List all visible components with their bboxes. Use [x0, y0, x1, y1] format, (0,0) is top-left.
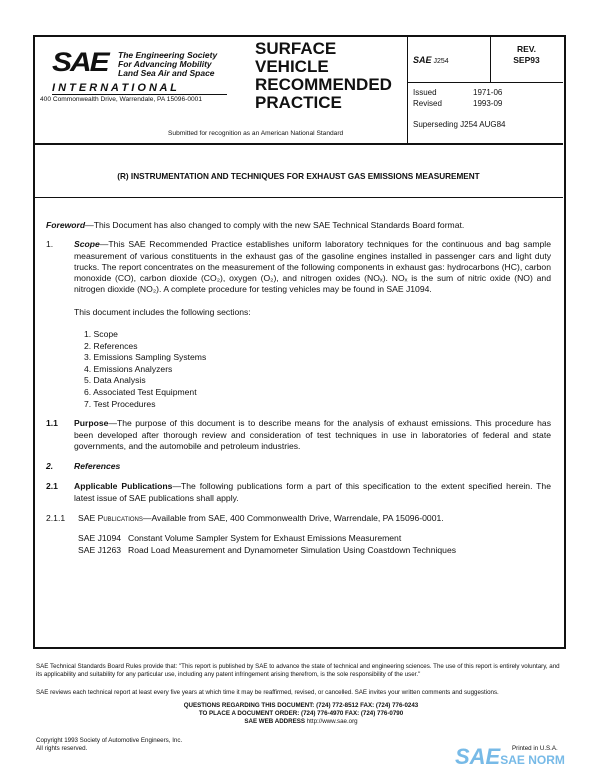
doc-type-line: SURFACE [255, 39, 337, 58]
order-line: TO PLACE A DOCUMENT ORDER: (724) 776-4970 FAX: (724) 776-0790 [198, 710, 404, 717]
superseding: Superseding J254 AUG84 [413, 120, 506, 129]
doc-type-line: PRACTICE [255, 93, 342, 112]
web-label: SAE WEB ADDRESS [244, 718, 305, 725]
international-text: I N T E R N A T I O N A L [52, 82, 227, 95]
issued-value: 1971-06 [473, 88, 503, 97]
submitted-note: Submitted for recognition as an American National Standard [168, 130, 344, 137]
reference-item: SAE J1263 Road Load Measurement and Dynamometer Simulation Using Coastdown Techniques [78, 544, 457, 555]
sae-logo: SAE [52, 47, 108, 78]
revised-value: 1993-09 [473, 99, 503, 108]
doc-type-line: RECOMMENDED [255, 75, 392, 94]
sae-small-logo: SAE [413, 55, 432, 65]
copyright: Copyright 1993 Society of Automotive Engineers, Inc. [36, 737, 183, 744]
web-link[interactable]: http://www.sae.org [306, 718, 358, 725]
rights: All rights reserved. [36, 745, 88, 752]
policy-note: SAE Technical Standards Board Rules provide that: "This report is published by SAE to advance the state of technical and engineering sciences. The use of this report is entirely voluntary, and its applicability and suitability for any particular use, including any patent infringement arising therefrom, is the sole responsibility of the user." [36, 663, 560, 678]
section-2-1-1: 2.1.1 SAE Publications—Available from SAE, 400 Commonwealth Drive, Warrendale, PA 15096-0001. SAE J1094 Constant Volume Sampler System for Exhaust Emissions Measurement SAE J1263 Road Load Measurement and Dynamometer Simulation Using Coastdown Techniques [46, 513, 457, 555]
address: 400 Commonwealth Drive, Warrendale, PA 15096-0001 [40, 96, 202, 103]
questions-line: QUESTIONS REGARDING THIS DOCUMENT: (724) 772-8512 FAX: (724) 776-0243 [183, 702, 419, 709]
reference-list [78, 533, 456, 556]
review-note: SAE reviews each technical report at least every five years at which time it may be reaffirmed, revised, or cancelled. SAE invites your written comments and suggestions. [36, 689, 499, 696]
foreword: Foreword—This Document has also changed to comply with the new SAE Technical Standards Board format. [46, 220, 465, 230]
reference-item: SAE J1094 Constant Volume Sampler System for Exhaust Emissions Measurement [78, 533, 402, 544]
society-line: Land Sea Air and Space [118, 68, 215, 78]
sae-norm-watermark: SAESAE NORM [455, 744, 565, 769]
section-2-1: 2.1 Applicable Publications—The following publications form a part of this specification to the extent specified herein. The latest issue of SAE publications shall apply. [46, 481, 551, 503]
section-1-1: 1.1 Purpose—The purpose of this document is to describe means for the analysis of exhaust emissions. This procedure has been developed after thorough review and consideration of test techniques in use in laboratories of federal and state governments, and the automobile and petroleum industries. [46, 418, 551, 451]
society-line: For Advancing Mobility [118, 59, 212, 69]
doc-number: J254 [433, 58, 449, 65]
revised-label: Revised [413, 99, 442, 108]
doc-type-line: VEHICLE [255, 57, 329, 76]
printed-note: Printed in U.S.A. [512, 745, 558, 752]
document-title: (R) INSTRUMENTATION AND TECHNIQUES FOR EXHAUST GAS EMISSIONS MEASUREMENT [117, 172, 480, 181]
sections-list: 1. Scope 2. References 3. Emissions Sampling Systems 4. Emissions Analyzers 5. Data Analysis 6. Associated Test Equipment 7. Test Procedures [84, 329, 207, 409]
sections-intro: This document includes the following sections: [74, 306, 251, 317]
rev-label: REV. [516, 44, 537, 54]
society-line: The Engineering Society [118, 50, 218, 60]
issued-label: Issued [413, 88, 437, 97]
section-1: 1. Scope—This SAE Recommended Practice establishes uniform laboratory techniques for the continuous and bag sample measurement of various constituents in the exhaust gas of the gasoline engines installed in passenger cars and light duty trucks. The report concentrates on the measurement of the following components in exhaust gas: hydrocarbons (HC), carbon monoxide (CO), carbon dioxide (CO₂), oxygen (O₂), and nitrogen oxides (NOₓ). NOₓ is the sum of nitric oxide (NO) and nitrogen dioxide (NO₂). A complete procedure for testing vehicles may be found in SAE J1094. This document includes the following sections: 1. Scope 2. References 3. Emissions Sampling Systems 4. Emissions Analyzers 5. Data Analysis 6. Associated Test Equipment 7. Test Procedures [46, 239, 551, 409]
section-2: 2. References [46, 461, 121, 472]
rev-value: SEP93 [513, 55, 540, 65]
